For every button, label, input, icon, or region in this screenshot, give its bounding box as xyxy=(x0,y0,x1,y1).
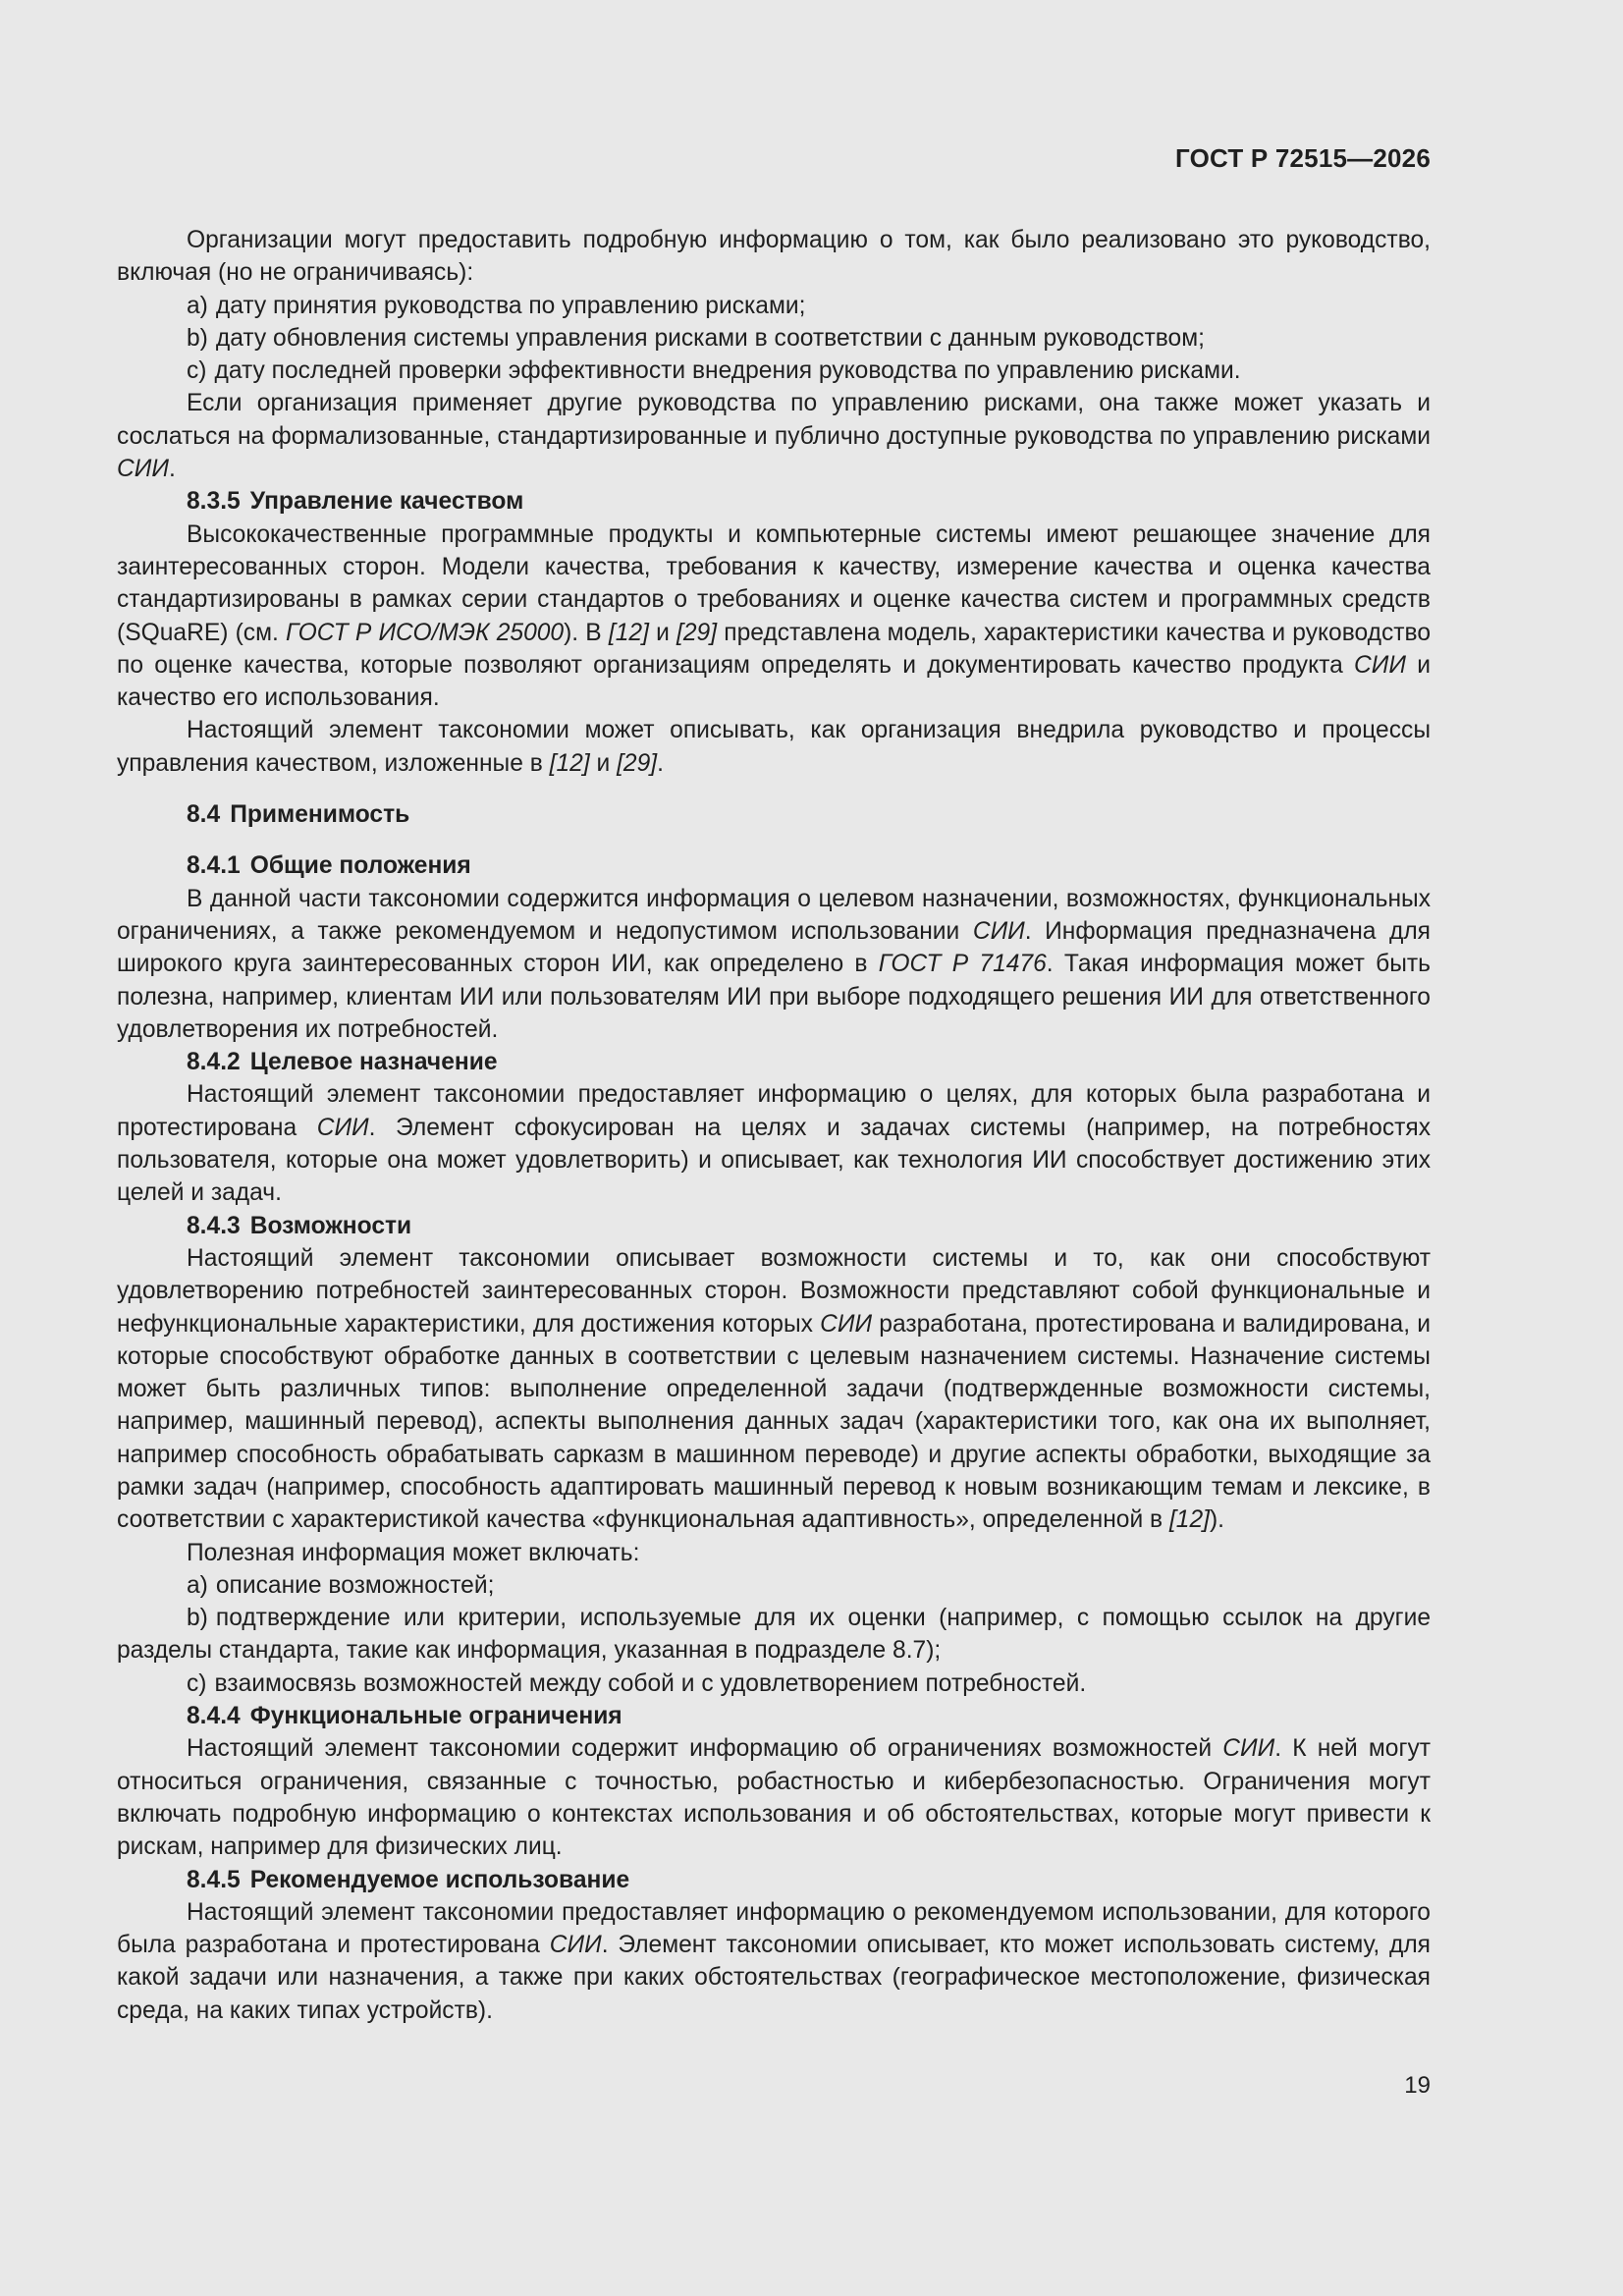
italic-reference: [29] xyxy=(617,749,658,777)
text-run: . xyxy=(657,749,664,777)
italic-term: СИИ xyxy=(1354,651,1406,679)
text-run: и xyxy=(589,749,618,777)
section-number: 8.4.1 xyxy=(187,852,241,880)
italic-reference: [12] xyxy=(1168,1506,1210,1534)
italic-reference: ГОСТ Р ИСО/МЭК 25000 xyxy=(286,619,565,646)
italic-term: СИИ xyxy=(549,1932,602,1959)
italic-reference: ГОСТ Р 71476 xyxy=(878,951,1047,978)
text-run: Настоящий элемент таксономии описывает возможности системы и то, как они способствуют удовлетворению потребностей заинтересованных сторон. Возможности представляют собой функциональные и нефункциональные характеристики, для достижения которых xyxy=(117,1244,1431,1338)
text-run: В данной части таксономии содержится информация о целевом назначении, возможностях, функциональных ограничениях, а также рекомендуемом и недопустимом использовании xyxy=(117,885,1431,945)
section-number: 8.4.2 xyxy=(187,1049,241,1076)
section-title: Применимость xyxy=(230,801,410,829)
section-number: 8.3.5 xyxy=(187,488,241,516)
section-number: 8.4.5 xyxy=(187,1866,241,1893)
text-run: ). xyxy=(1209,1506,1225,1534)
text-run: . xyxy=(168,456,176,483)
section-number: 8.4.3 xyxy=(187,1212,241,1239)
list-item xyxy=(117,290,1431,322)
text-run: Если организация применяет другие руководства по управлению рисками, она также может указать и сослаться на формализованные, стандартизированные и публично доступные руководства по управлению рисками xyxy=(117,390,1431,450)
list-item-label: c) xyxy=(187,1669,207,1697)
paragraph: Полезная информация может включать: xyxy=(187,1539,640,1566)
list-item xyxy=(117,1667,1431,1700)
text-run: . Элемент сфокусирован на целях и задачах системы (например, на потребностях пользователя, которые она может удовлетворить) и описывает, как технология ИИ способствует достижению этих целей и задач. xyxy=(117,1114,1431,1207)
section-heading-8-4-5 xyxy=(117,1864,1431,1896)
italic-reference: [12] xyxy=(549,749,590,777)
text-run: представлена модель, характеристики качества и руководство по оценке качества, которые позволяют организациям определять и документировать качество продукта xyxy=(117,619,1432,679)
text-run: Настоящий элемент таксономии предоставляет информацию о рекомендуемом использовании, для которого была разработана и протестирована xyxy=(117,1898,1431,1959)
list-item-label: b) xyxy=(187,1605,208,1632)
paragraph xyxy=(117,519,1431,715)
section-title: Функциональные ограничения xyxy=(249,1703,622,1730)
section-title: Рекомендуемое использование xyxy=(249,1866,630,1893)
paragraph xyxy=(117,387,1431,485)
list-item-text: взаимосвязь возможностей между собой и с удовлетворением потребностей. xyxy=(214,1669,1087,1697)
text-run: Настоящий элемент таксономии может описывать, как организация внедрила руководство и процессы управления качеством, изложенные в xyxy=(117,717,1431,777)
text-run: . К ней могут относиться ограничения, связанные с точностью, робастностью и кибербезопасностью. Ограничения могут включать подробную информацию о контекстах использования и об обстоятельствах, которые могут привести к рискам, например для физических лиц. xyxy=(117,1735,1432,1861)
italic-reference: [12] xyxy=(608,619,649,646)
paragraph xyxy=(117,1078,1431,1209)
list-item-text: подтверждение или критерии, используемые для их оценки (например, с помощью ссылок на другие разделы стандарта, такие как информация, указанная в подразделе 8.7); xyxy=(117,1605,1431,1665)
paragraph: Организации могут предоставить подробную информацию о том, как было реализовано это руководство, включая (но не ограничиваясь): xyxy=(117,227,1431,287)
section-title: Целевое назначение xyxy=(249,1049,498,1076)
section-title: Общие положения xyxy=(249,852,471,880)
paragraph xyxy=(117,714,1431,780)
list-item-label: b) xyxy=(187,324,208,352)
text-run: и качество его использования. xyxy=(117,651,1431,712)
text-run: . Информация предназначена для широкого круга заинтересованных сторон ИИ, как определено в xyxy=(117,917,1432,978)
italic-term: СИИ xyxy=(316,1114,369,1141)
list-item-label: c) xyxy=(187,357,207,385)
italic-reference: [29] xyxy=(676,619,718,646)
section-title: Возможности xyxy=(249,1212,412,1239)
page-content xyxy=(117,224,1431,2027)
italic-term: СИИ xyxy=(820,1310,873,1338)
paragraph xyxy=(117,1896,1431,2027)
list-item xyxy=(117,1569,1431,1602)
paragraph xyxy=(117,1732,1431,1863)
italic-term: СИИ xyxy=(972,917,1025,945)
list-item-label: a) xyxy=(187,292,208,319)
section-title: Управление качеством xyxy=(249,488,524,516)
section-heading-8-4-4 xyxy=(117,1700,1431,1732)
text-run: и xyxy=(648,619,677,646)
text-run: ). В xyxy=(564,619,609,646)
italic-term: СИИ xyxy=(117,456,169,483)
section-number: 8.4 xyxy=(187,801,221,829)
list-item-text: дату обновления системы управления рисками в соответствии с данным руководством; xyxy=(215,324,1205,352)
section-heading-8-4-2 xyxy=(117,1046,1431,1078)
text-run: Высококачественные программные продукты и компьютерные системы имеют решающее значение для заинтересованных сторон. Модели качества, требования к качеству, измерение качества и оценка качества стандартизированы в рамках серии стандартов о требованиях и оценке качества систем и программных средств (SQuaRE) (см. xyxy=(117,520,1431,646)
list-item-text: дату принятия руководства по управлению рисками; xyxy=(215,292,806,319)
page-number: 19 xyxy=(1404,2072,1431,2099)
list-item-text: описание возможностей; xyxy=(215,1571,495,1599)
section-heading-8-4-3 xyxy=(117,1210,1431,1242)
list-item xyxy=(117,322,1431,355)
section-number: 8.4.4 xyxy=(187,1703,241,1730)
paragraph xyxy=(117,1242,1431,1537)
text-run: . Такая информация может быть полезна, например, клиентам ИИ или пользователям ИИ при выборе подходящего решения ИИ для ответственного удовлетворения их потребностей. xyxy=(117,951,1431,1043)
text-run: разработана, протестирована и валидирована, и которые способствуют обработке данных в соответствии с целевым назначением системы. Назначение системы может быть различных типов: выполнение определенной задачи (подтвержденные возможности системы, например, машинный перевод), аспекты выполнения данных задач (характеристики того, как она их выполняет, например способность обрабатывать сарказм в машинном переводе) и другие аспекты обработки, выходящие за рамки задач (например, способность адаптировать машинный перевод к новым возникающим темам и лексике, в соответствии с характеристикой качества «функциональная адаптивность», определенной в xyxy=(117,1310,1431,1534)
section-heading-8-3-5 xyxy=(117,485,1431,518)
document-code-header: ГОСТ Р 72515—2026 xyxy=(1175,143,1431,173)
text-run: . Элемент таксономии описывает, кто может использовать систему, для какой задачи или назначения, а также при каких обстоятельствах (географическое местоположение, физическая среда, на каких типах устройств). xyxy=(117,1932,1431,2024)
section-heading-8-4-1 xyxy=(117,849,1431,882)
text-run: Настоящий элемент таксономии содержит информацию об ограничениях возможностей xyxy=(187,1735,1223,1763)
list-item-label: a) xyxy=(187,1571,208,1599)
list-item xyxy=(117,355,1431,387)
section-heading-8-4 xyxy=(117,798,1431,831)
list-item xyxy=(117,1602,1431,1667)
paragraph xyxy=(117,883,1431,1046)
italic-term: СИИ xyxy=(1222,1735,1275,1763)
list-item-text: дату последней проверки эффективности внедрения руководства по управлению рисками. xyxy=(214,357,1241,385)
text-run: Настоящий элемент таксономии предоставляет информацию о целях, для которых была разработана и протестирована xyxy=(117,1081,1431,1141)
